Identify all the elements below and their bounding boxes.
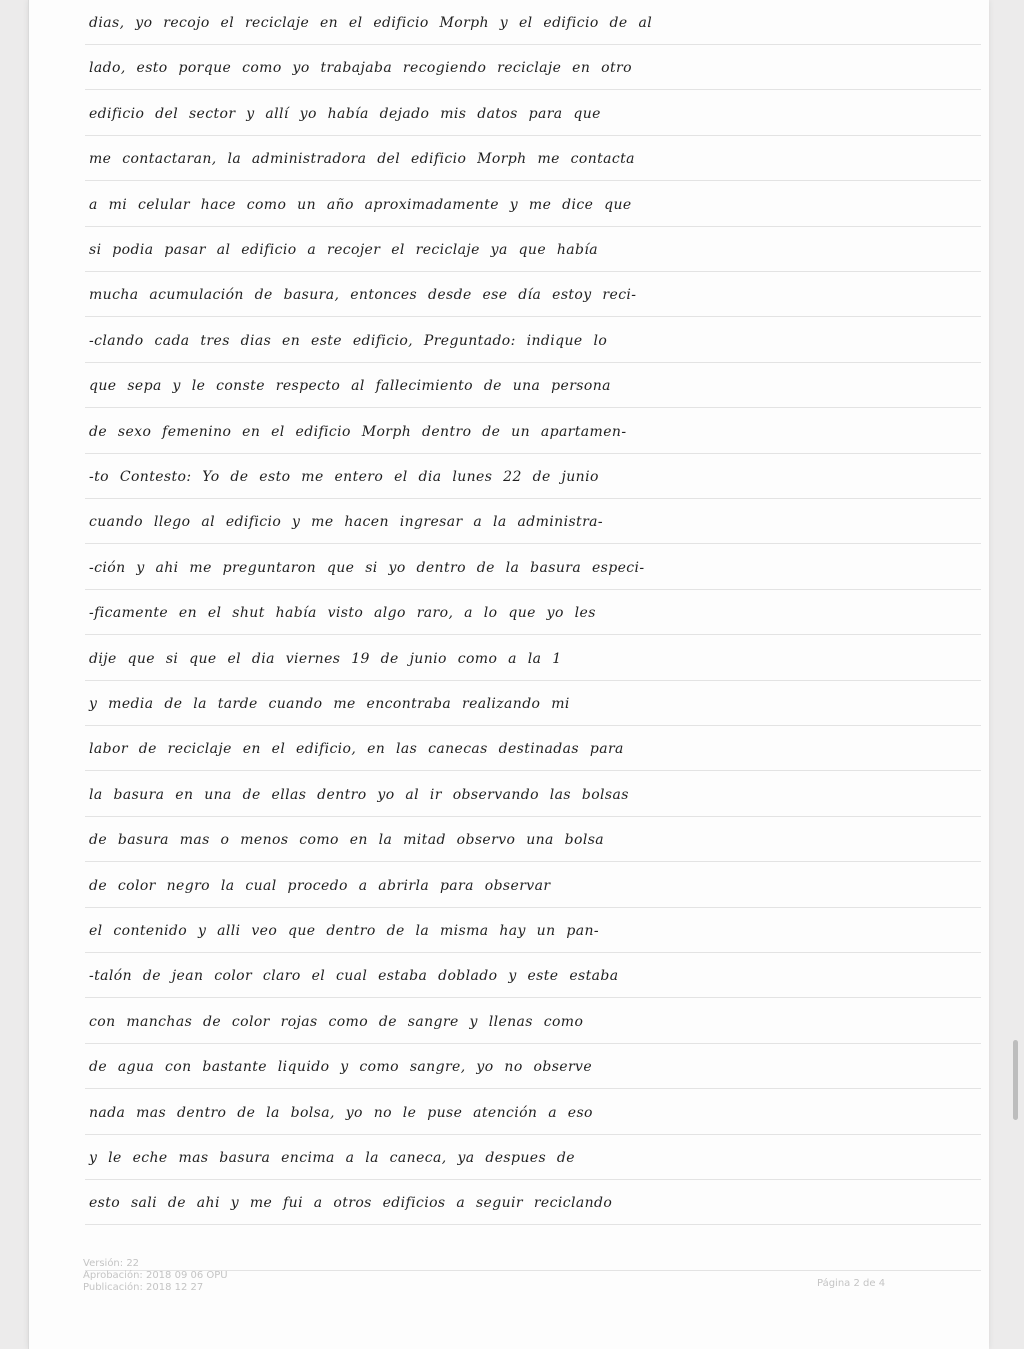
handwritten-line: esto sali de ahi y me fui a otros edificios a seguir reciclando <box>89 1195 613 1211</box>
handwritten-line: cuando llego al edificio y me hacen ingresar a la administra- <box>89 514 604 530</box>
ruled-line <box>85 89 981 90</box>
ruled-line <box>85 453 981 454</box>
footer-version: Versión: 22 <box>83 1258 140 1269</box>
ruled-line <box>85 407 981 408</box>
handwritten-line: la basura en una de ellas dentro yo al ir observando las bolsas <box>89 787 629 803</box>
ruled-line <box>85 1179 981 1180</box>
footer-approval: Aprobación: 2018 09 06 OPU <box>83 1270 228 1281</box>
footer-page-number: Página 2 de 4 <box>817 1278 886 1289</box>
handwritten-line: que sepa y le conste respecto al fallecimiento de una persona <box>89 378 611 394</box>
handwritten-line: -clando cada tres dias en este edificio, Preguntado: indique lo <box>89 333 608 349</box>
ruled-line <box>85 997 981 998</box>
handwritten-line: dias, yo recojo el reciclaje en el edificio Morph y el edificio de al <box>89 15 653 31</box>
ruled-line <box>85 725 981 726</box>
ruled-line <box>85 1224 981 1225</box>
ruled-line <box>85 589 981 590</box>
ruled-line <box>85 1134 981 1135</box>
ruled-line <box>85 316 981 317</box>
ruled-line <box>85 861 981 862</box>
ruled-line <box>85 1043 981 1044</box>
ruled-line <box>85 634 981 635</box>
handwritten-line: el contenido y alli veo que dentro de la misma hay un pan- <box>89 923 600 939</box>
ruled-line <box>85 271 981 272</box>
handwritten-line: labor de reciclaje en el edificio, en las canecas destinadas para <box>89 741 624 757</box>
handwritten-text-body <box>85 0 989 1250</box>
handwritten-line: de color negro la cual procedo a abrirla para observar <box>89 878 551 894</box>
handwritten-line: -ficamente en el shut había visto algo raro, a lo que yo les <box>89 605 596 621</box>
handwritten-line: si podia pasar al edificio a recojer el reciclaje ya que había <box>89 242 599 258</box>
ruled-line <box>85 226 981 227</box>
handwritten-line: mucha acumulación de basura, entonces desde ese día estoy reci- <box>89 287 637 303</box>
handwritten-line: -talón de jean color claro el cual estaba doblado y este estaba <box>89 968 619 984</box>
handwritten-line: y media de la tarde cuando me encontraba realizando mi <box>89 696 570 712</box>
ruled-line <box>85 180 981 181</box>
handwritten-line: edificio del sector y allí yo había dejado mis datos para que <box>89 106 601 122</box>
ruled-line <box>85 135 981 136</box>
ruled-line <box>85 44 981 45</box>
handwritten-line: lado, esto porque como yo trabajaba recogiendo reciclaje en otro <box>89 60 632 76</box>
footer-publication: Publicación: 2018 12 27 <box>83 1282 204 1293</box>
ruled-line <box>85 543 981 544</box>
document-page <box>28 0 989 1349</box>
handwritten-line: de sexo femenino en el edificio Morph dentro de un apartamen- <box>89 424 627 440</box>
document-footer-metadata <box>83 1258 228 1294</box>
handwritten-line: de agua con bastante liquido y como sangre, yo no observe <box>89 1059 593 1075</box>
ruled-line <box>85 770 981 771</box>
handwritten-line: con manchas de color rojas como de sangre y llenas como <box>89 1014 584 1030</box>
handwritten-line: -to Contesto: Yo de esto me entero el dia lunes 22 de junio <box>89 469 599 485</box>
ruled-line <box>85 952 981 953</box>
handwritten-line: a mi celular hace como un año aproximadamente y me dice que <box>89 197 632 213</box>
ruled-line <box>85 1088 981 1089</box>
handwritten-line: nada mas dentro de la bolsa, yo no le puse atención a eso <box>89 1105 593 1121</box>
handwritten-line: de basura mas o menos como en la mitad observo una bolsa <box>89 832 605 848</box>
ruled-line <box>85 362 981 363</box>
handwritten-line: y le eche mas basura encima a la caneca, ya despues de <box>89 1150 575 1166</box>
ruled-line <box>85 816 981 817</box>
handwritten-line: me contactaran, la administradora del edificio Morph me contacta <box>89 151 635 167</box>
ruled-line <box>85 680 981 681</box>
handwritten-line: dije que si que el dia viernes 19 de junio como a la 1 <box>89 651 562 667</box>
ruled-line <box>85 907 981 908</box>
scrollbar-thumb[interactable] <box>1013 1040 1018 1120</box>
handwritten-line: -ción y ahi me preguntaron que si yo dentro de la basura especi- <box>89 560 645 576</box>
ruled-line <box>85 498 981 499</box>
